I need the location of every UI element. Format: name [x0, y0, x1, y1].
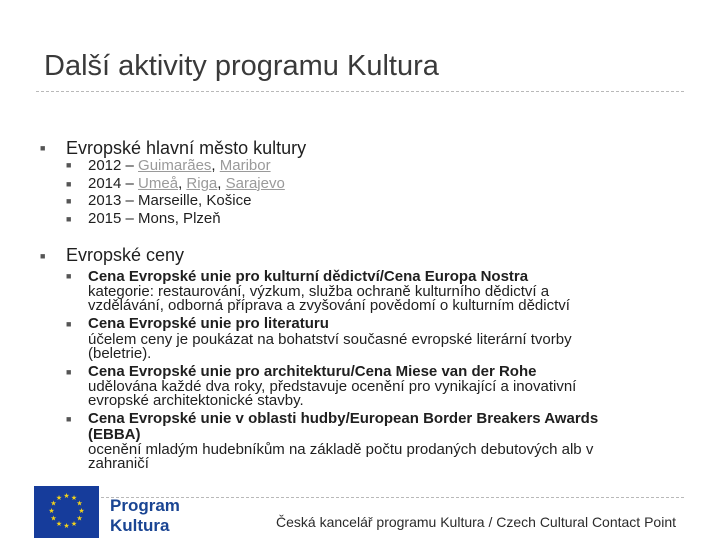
- logo-line-2: Kultura: [110, 516, 170, 535]
- svg-text:★: ★: [78, 507, 85, 515]
- list-item-2014: [88, 175, 285, 192]
- square-bullet-icon: ■: [66, 179, 72, 189]
- prize-desc-line: ocenění mladým hudebníkům na základě počtu prodaných debutových alb v: [88, 441, 594, 458]
- prize-desc-line: evropské architektonické stavby.: [88, 392, 304, 409]
- prize-title-heritage: Cena Evropské unie pro kulturní dědictví/Cena Europa Nostra: [88, 268, 529, 285]
- square-bullet-icon: ■: [40, 143, 46, 153]
- svg-text:★: ★: [50, 514, 57, 523]
- prize-title-music: Cena Evropské unie v oblasti hudby/European Border Breakers Awards: [88, 410, 599, 427]
- svg-text:★: ★: [55, 494, 63, 502]
- svg-text:★: ★: [70, 520, 78, 528]
- program-kultura-logo: [34, 486, 180, 540]
- eu-flag-icon: [34, 486, 99, 538]
- svg-text:★: ★: [76, 499, 83, 508]
- eu-stars-icon: [34, 486, 99, 538]
- square-bullet-icon: ■: [66, 271, 72, 281]
- svg-text:★: ★: [50, 499, 57, 508]
- square-bullet-icon: ■: [66, 214, 72, 224]
- square-bullet-icon: ■: [66, 319, 72, 329]
- list-item-2015: 2015 – Mons, Plzeň: [88, 210, 221, 227]
- footer-text: Česká kancelář programu Kultura / Czech Cultural Contact Point: [276, 514, 676, 530]
- prize-title-music-abbrev: (EBBA): [88, 426, 141, 443]
- city-link-sarajevo[interactable]: Sarajevo: [225, 175, 285, 192]
- square-bullet-icon: ■: [66, 367, 72, 377]
- section-heading-prizes: Evropské ceny: [66, 245, 185, 265]
- city-link-umea[interactable]: Umeå: [138, 175, 179, 192]
- prize-desc-line: zahraničí: [88, 455, 149, 472]
- year-label: 2012 –: [88, 157, 139, 174]
- city-link-guimaraes[interactable]: Guimarães: [138, 157, 212, 174]
- logo-text: [110, 496, 180, 536]
- logo-line-1: Program: [110, 496, 180, 515]
- square-bullet-icon: ■: [66, 160, 72, 170]
- svg-text:★: ★: [55, 520, 63, 528]
- slide-title: Další aktivity programu Kultura: [44, 50, 439, 82]
- svg-text:★: ★: [48, 507, 55, 515]
- svg-text:★: ★: [76, 514, 83, 523]
- prize-desc-line: kategorie: restaurování, výzkum, služba ochraně kulturního dědictví a: [88, 283, 550, 300]
- title-divider: [36, 91, 684, 92]
- list-item-2013: 2013 – Marseille, Košice: [88, 192, 252, 209]
- square-bullet-icon: ■: [66, 414, 72, 424]
- prize-title-architecture: Cena Evropské unie pro architekturu/Cena Miese van der Rohe: [88, 363, 537, 380]
- prize-desc-line: účelem ceny je poukázat na bohatství současné evropské literární tvorby: [88, 331, 572, 348]
- svg-text:★: ★: [63, 492, 70, 500]
- square-bullet-icon: ■: [66, 196, 72, 206]
- separator: ,: [217, 175, 226, 192]
- svg-text:★: ★: [70, 494, 78, 502]
- section-heading-capitals: Evropské hlavní město kultury: [66, 138, 307, 158]
- separator: ,: [178, 175, 187, 192]
- year-label: 2014 –: [88, 175, 139, 192]
- square-bullet-icon: ■: [40, 251, 46, 261]
- prize-desc-line: udělována každé dva roky, představuje ocenění pro vynikající a inovativní: [88, 378, 577, 395]
- svg-text:★: ★: [63, 522, 70, 530]
- prize-desc-line: (beletrie).: [88, 345, 152, 362]
- separator: ,: [211, 157, 220, 174]
- prize-title-literature: Cena Evropské unie pro literaturu: [88, 315, 329, 332]
- list-item-2012: [88, 157, 271, 174]
- prize-desc-line: vzdělávání, odborná příprava a zvyšování povědomí o kulturním dědictví: [88, 297, 570, 314]
- city-link-maribor[interactable]: Maribor: [219, 157, 271, 174]
- city-link-riga[interactable]: Riga: [186, 175, 218, 192]
